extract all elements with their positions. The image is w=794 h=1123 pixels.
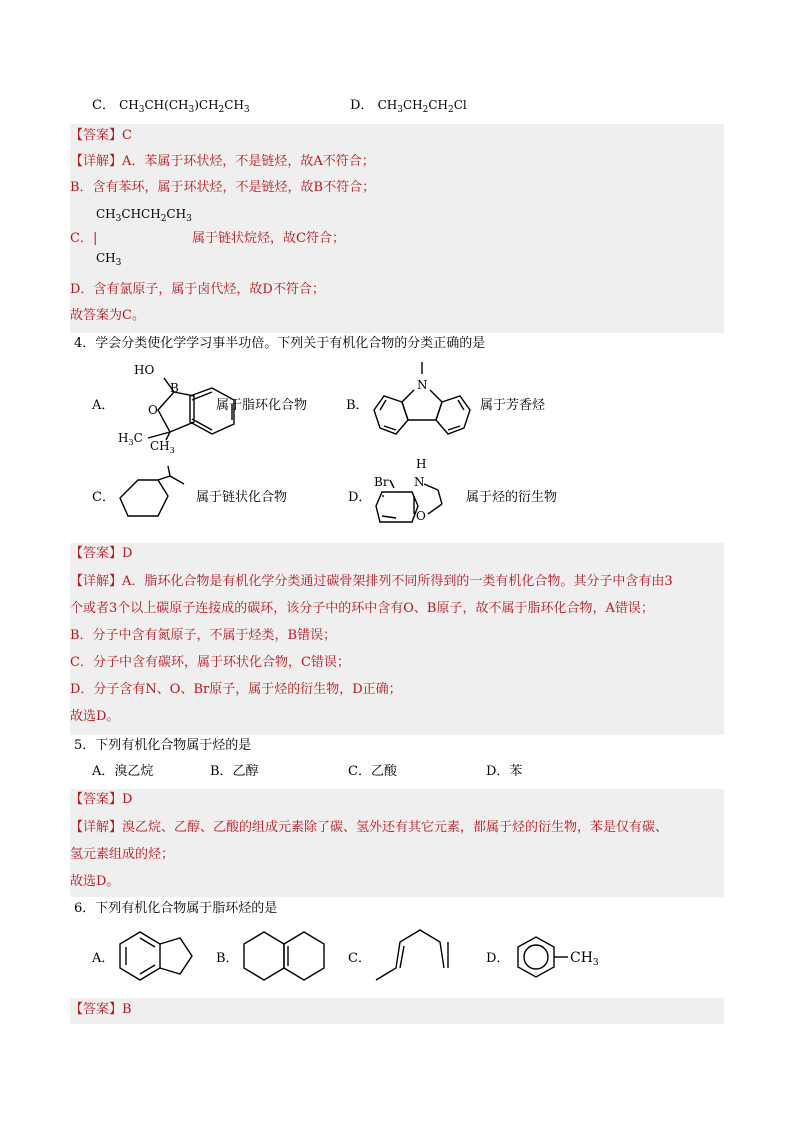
q6-option-b-label: B．	[216, 951, 239, 966]
atom-br: Br	[374, 475, 389, 489]
atom-b: B	[170, 381, 179, 395]
atom-o: O	[416, 509, 426, 523]
q3-detail-line2: B．含有苯环，属于环状烃，不是链烃，故B不符合；	[70, 180, 376, 195]
q5-detail-line3: 故选D。	[70, 874, 120, 889]
atom-o: O	[148, 403, 158, 417]
q6-d-structure	[514, 933, 614, 983]
q4-detail-line2: 个或者3个以上碳原子连接成的碳环，该分子中的环中含有O、B原子，故不属于脂环化合物，A错误；	[70, 601, 654, 616]
q4-detail-line6: 故选D。	[70, 709, 120, 724]
q5-option-d: D．苯	[486, 764, 523, 779]
q6-c-structure	[374, 928, 460, 984]
q4-detail-line1: 【详解】A．脂环化合物是有机化学分类通过碳骨架排列不同所得到的一类有机化合物。其分子中含有由3	[70, 574, 673, 589]
q4-a-structure	[118, 362, 213, 455]
q6-a-structure	[118, 930, 210, 982]
atom-h: H	[416, 457, 427, 471]
q4-option-c-label: C．	[92, 490, 115, 505]
q4-option-a-label: A．	[92, 398, 115, 413]
q3-detail-line5: 故答案为C。	[70, 308, 145, 323]
q3-detail-line3-prefix: C．|	[70, 231, 98, 246]
q6-answer-line: 【答案】B	[70, 1002, 132, 1017]
q6-answer-block	[70, 998, 724, 1024]
q3-formula-top: $CH_3CHCH_2CH_3$	[96, 207, 192, 224]
atom-n: N	[417, 378, 428, 392]
q3-option-c: C． $CH_3CH(CH_3)CH_2CH_3$	[92, 98, 250, 115]
q4-detail-line5: D．分子含有N、O、Br原子，属于烃的衍生物，D正确；	[70, 682, 402, 697]
q6-b-structure	[240, 930, 336, 982]
q4-detail-line4: C．分子中含有碳环，属于环状化合物，C错误；	[70, 655, 350, 670]
q5-option-a: A．溴乙烷	[92, 764, 154, 779]
q3-detail-line3-text: 属于链状烷烃，故C符合；	[192, 231, 345, 246]
q3-formula-bottom: $CH_3$	[96, 251, 122, 268]
atom-ch3: $CH_3$	[150, 439, 175, 455]
q3-detail-line4: D．含有氯原子，属于卤代烃，故D不符合；	[70, 282, 325, 297]
q5-answer-block	[70, 789, 724, 897]
q4-detail-line3: B．分子中含有氮原子，不属于烃类，B错误；	[70, 628, 337, 643]
q4-answer-line: 【答案】D	[70, 546, 133, 561]
q5-detail-line2: 氢元素组成的烃；	[70, 847, 175, 862]
q4-c-structure	[118, 466, 188, 526]
q4-option-b-label: B．	[346, 398, 369, 413]
q6-option-d-label: D．	[486, 951, 510, 966]
q5-answer-line: 【答案】D	[70, 792, 133, 807]
q5-detail-line1: 【详解】溴乙烷、乙醇、乙酸的组成元素除了碳、氢外还有其它元素，都属于烃的衍生物，苯是仅有碳、	[70, 820, 669, 835]
q4-option-a-text: 属于脂环化合物	[216, 398, 308, 413]
q3-answer-line: 【答案】C	[70, 128, 132, 143]
q5-option-b: B．乙醇	[210, 764, 259, 779]
q3-detail-line1: 【详解】A．苯属于环状烃，不是链烃，故A不符合；	[70, 154, 375, 169]
q4-d-structure	[372, 456, 462, 538]
q6-stem: 6．下列有机化合物属于脂环烃的是	[74, 901, 278, 916]
q5-stem: 5．下列有机化合物属于烃的是	[74, 738, 252, 753]
q4-stem: 4．学会分类使化学学习事半功倍。下列关于有机化合物的分类正确的是	[74, 336, 486, 351]
q4-option-d-text: 属于烃的衍生物	[466, 490, 558, 505]
atom-n: N	[414, 475, 425, 489]
q3-option-d: D． $CH_3CH_2CH_2Cl$	[350, 98, 467, 115]
q5-option-c: C．乙酸	[348, 764, 397, 779]
q4-b-structure	[372, 362, 472, 438]
q6-d-methyl: $CH_3$	[570, 950, 599, 968]
q6-option-a-label: A．	[92, 951, 115, 966]
atom-h3c: $H_3C$	[118, 431, 143, 447]
q6-option-c-label: C．	[348, 951, 371, 966]
q4-option-c-text: 属于链状化合物	[196, 490, 288, 505]
q4-option-b-text: 属于芳香烃	[480, 398, 546, 413]
q4-option-d-label: D．	[348, 490, 372, 505]
atom-ho: HO	[134, 363, 155, 377]
